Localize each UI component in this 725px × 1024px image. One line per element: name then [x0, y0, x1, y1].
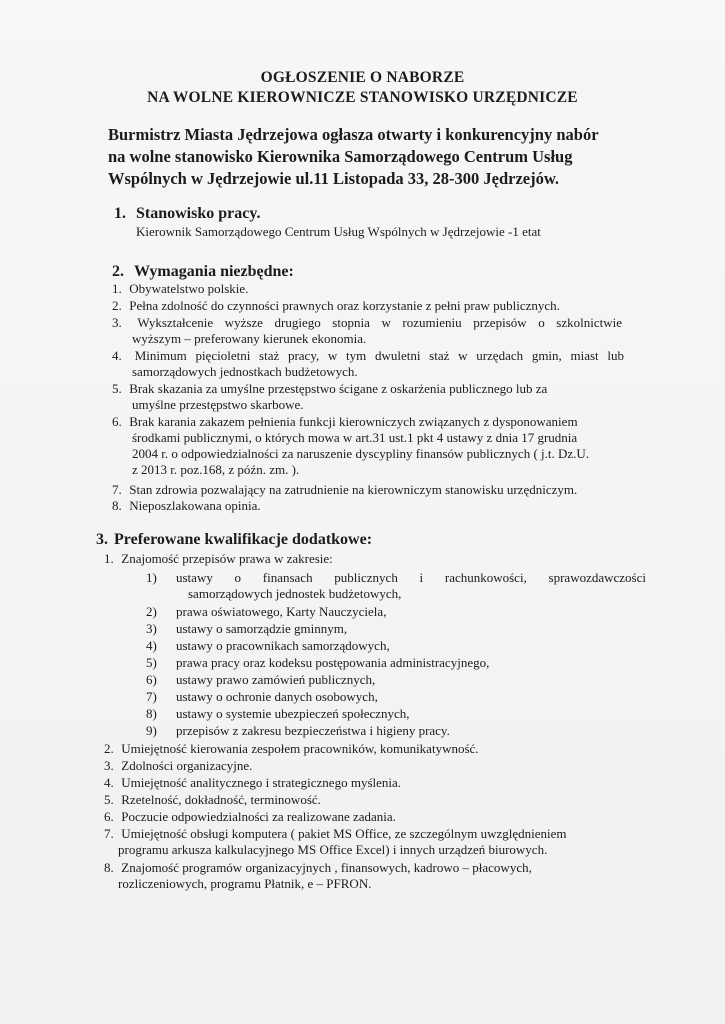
section-1-title: Stanowisko pracy. — [136, 205, 261, 222]
list-item: 1. Obywatelstwo polskie. — [112, 281, 249, 296]
section-2-number: 2. — [112, 263, 124, 280]
list-item: 6. Brak karania zakazem pełnienia funkcji kierowniczych związanych z dysponowaniem — [112, 414, 578, 429]
sub-list-item: 4) ustawy o pracownikach samorządowych, — [146, 638, 390, 653]
sub-list-item: 3) ustawy o samorządzie gminnym, — [146, 621, 348, 636]
list-item: 7. Umiejętność obsługi komputera ( pakiet MS Office, ze szczególnym uwzględnieniem — [104, 826, 567, 841]
section-2-heading — [112, 262, 294, 282]
list-item-continuation: samorządowych jednostkach budżetowych. — [132, 364, 358, 379]
list-item: 8. Nieposzlakowana opinia. — [112, 498, 261, 513]
list-item: 3. Zdolności organizacyjne. — [104, 758, 253, 773]
section-1-text: Kierownik Samorządowego Centrum Usług Wspólnych w Jędrzejowie -1 etat — [136, 224, 541, 239]
section-3-title: Preferowane kwalifikacje dodatkowe: — [114, 531, 373, 548]
list-item: 7. Stan zdrowia pozwalający na zatrudnienie na kierowniczym stanowisku urzędniczym. — [112, 482, 578, 497]
section-2-title: Wymagania niezbędne: — [134, 263, 294, 280]
sub-list-item: 9) przepisów z zakresu bezpieczeństwa i higieny pracy. — [146, 723, 450, 738]
title-line-2: NA WOLNE KIEROWNICZE STANOWISKO URZĘDNICZE — [147, 89, 578, 106]
list-item-continuation: wyższym – preferowany kierunek ekonomia. — [132, 331, 367, 346]
section-3-heading — [96, 530, 372, 550]
sub-list-item: 7) ustawy o ochronie danych osobowych, — [146, 689, 378, 704]
list-item: 4. Minimum pięcioletni staż pracy, w tym dwuletni staż w urzędach gmin, miast lub — [112, 348, 624, 363]
sub-list-item: 1) ustawy o finansach publicznych i rachunkowości, sprawozdawczości — [146, 570, 646, 585]
list-item: 1. Znajomość przepisów prawa w zakresie: — [104, 551, 333, 566]
list-item: 5. Brak skazania za umyślne przestępstwo ścigane z oskarżenia publicznego lub za — [112, 381, 548, 396]
section-3-number: 3. — [96, 531, 108, 548]
list-item: 4. Umiejętność analitycznego i strategicznego myślenia. — [104, 775, 402, 790]
list-item: 8. Znajomość programów organizacyjnych , finansowych, kadrowo – płacowych, — [104, 860, 532, 875]
list-item-continuation: rozliczeniowych, programu Płatnik, e – PFRON. — [118, 876, 372, 891]
sub-list-item: 2) prawa oświatowego, Karty Nauczyciela, — [146, 604, 387, 619]
list-item: 6. Poczucie odpowiedzialności za realizowane zadania. — [104, 809, 396, 824]
list-item: 3. Wykształcenie wyższe drugiego stopnia w rozumieniu przepisów o szkolnictwie — [112, 315, 623, 330]
list-item-continuation: umyślne przestępstwo skarbowe. — [132, 397, 304, 412]
list-item: 2. Pełna zdolność do czynności prawnych oraz korzystanie z pełni praw publicznych. — [112, 298, 560, 313]
list-item-continuation: środkami publicznymi, o których mowa w art.31 ust.1 pkt 4 ustawy z dnia 17 grudnia — [132, 430, 578, 445]
list-item-continuation: 2004 r. o odpowiedzialności za naruszenie dyscypliny finansów publicznych ( j.t. Dz.U. — [132, 446, 590, 461]
list-item-continuation: programu arkusza kalkulacyjnego MS Office Excel) i innych urządzeń biurowych. — [118, 842, 548, 857]
sub-list-item: 6) ustawy prawo zamówień publicznych, — [146, 672, 376, 687]
section-1-heading — [114, 204, 260, 224]
list-item: 2. Umiejętność kierowania zespołem pracowników, komunikatywność. — [104, 741, 479, 756]
list-item-continuation: z 2013 r. poz.168, z późn. zm. ). — [132, 462, 300, 477]
sub-list-item-continuation: samorządowych jednostek budżetowych, — [188, 586, 402, 601]
title-line-1: OGŁOSZENIE O NABORZE — [260, 69, 465, 86]
intro-paragraph: Burmistrz Miasta Jędrzejowa ogłasza otwarty i konkurencyjny nabór na wolne stanowisko Kierownika Samorządowego Centrum Usług Wspólnych w Jędrzejowie ul.11 Listopada 33, 28-300 Jędrzejów. — [108, 125, 599, 188]
list-item: 5. Rzetelność, dokładność, terminowość. — [104, 792, 321, 807]
sub-list-item: 8) ustawy o systemie ubezpieczeń społecznych, — [146, 706, 410, 721]
section-1-number: 1. — [114, 205, 126, 222]
sub-list-item: 5) prawa pracy oraz kodeksu postępowania administracyjnego, — [146, 655, 490, 670]
